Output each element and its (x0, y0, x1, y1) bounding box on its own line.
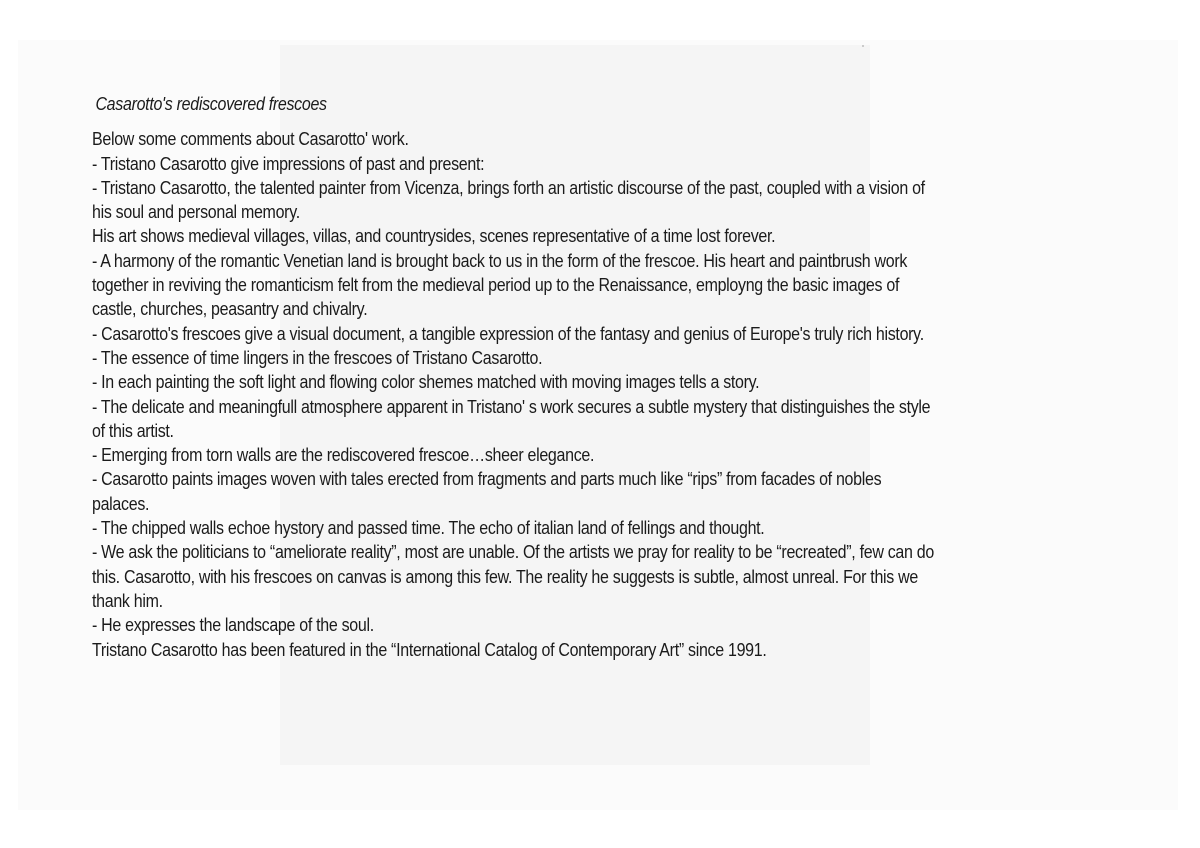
paragraph: - He expresses the landscape of the soul. (92, 614, 374, 636)
paragraph: Tristano Casarotto has been featured in the “International Catalog of Contemporary Art” since 1991. (92, 638, 767, 660)
paragraph: - We ask the politicians to “ameliorate reality”, most are unable. Of the artists we pray for reality to be “recreated”, few can do this. Casarotto, with his frescoes on canvas is among this few. The reality he suggests is subtle, almost unreal. For this we thank him. (92, 541, 934, 611)
paragraph: - Tristano Casarotto give impressions of past and present: (92, 152, 485, 174)
paragraph: - The chipped walls echoe hystory and passed time. The echo of italian land of fellings and thought. (92, 517, 765, 539)
paragraph: - A harmony of the romantic Venetian land is brought back to us in the form of the frescoe. His heart and paintbrush work together in reviving the romanticism felt from the medieval period up to the Renaissance, employng the basic images of castle, churches, peasantry and chivalry. (92, 249, 908, 320)
document-title: Casarotto's rediscovered frescoes (95, 93, 327, 114)
paragraph: Below some comments about Casarotto' work. (92, 128, 409, 150)
document-body (92, 92, 935, 662)
paragraph: - Casarotto's frescoes give a visual document, a tangible expression of the fantasy and genius of Europe's truly rich history. (92, 322, 924, 344)
paragraph: - Tristano Casarotto, the talented painter from Vicenza, brings forth an artistic discourse of the past, coupled with a vision of his soul and personal memory. (92, 176, 925, 223)
paragraph: - Emerging from torn walls are the rediscovered frescoe…sheer elegance. (92, 444, 595, 466)
scan-speck (862, 45, 864, 47)
paragraph: - The delicate and meaningfull atmosphere apparent in Tristano' s work secures a subtle mystery that distinguishes the style of this artist. (92, 395, 931, 441)
paragraph: - Casarotto paints images woven with tales erected from fragments and parts much like “rips” from facades of nobles palaces. (92, 468, 882, 514)
paragraph: His art shows medieval villages, villas, and countrysides, scenes representative of a time lost forever. (92, 225, 776, 247)
paragraph: - The essence of time lingers in the frescoes of Tristano Casarotto. (92, 346, 543, 368)
paragraph: - In each painting the soft light and flowing color shemes matched with moving images tells a story. (92, 371, 760, 393)
